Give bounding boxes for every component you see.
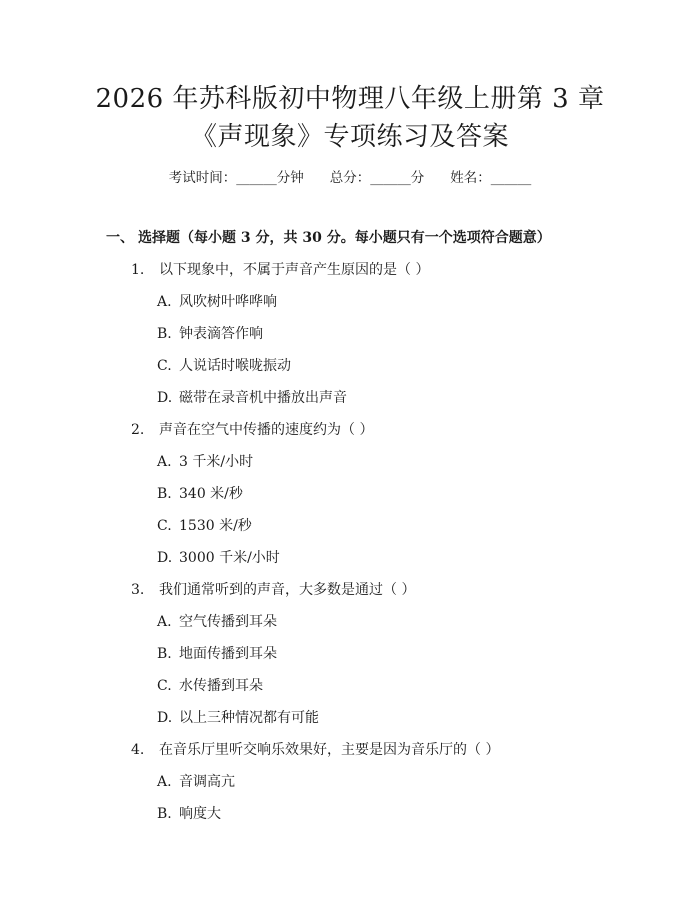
option-label: A. bbox=[157, 294, 172, 310]
question-4-option-a bbox=[157, 772, 235, 792]
section-title: 选择题（每小题 3 分，共 30 分。每小题只有一个选项符合题意） bbox=[138, 230, 551, 246]
option-label: B. bbox=[157, 326, 172, 342]
question-3 bbox=[131, 580, 415, 600]
option-text: 响度大 bbox=[179, 806, 221, 822]
option-text: 1530 米/秒 bbox=[179, 518, 252, 534]
question-text: 在音乐厅里听交响乐效果好，主要是因为音乐厅的（ ） bbox=[159, 742, 500, 758]
section-number: 一、 bbox=[106, 230, 134, 246]
question-1-option-d bbox=[157, 388, 347, 408]
question-3-option-c bbox=[157, 676, 263, 696]
question-number: 4. bbox=[131, 742, 145, 758]
question-number: 2. bbox=[131, 422, 145, 438]
question-3-option-a bbox=[157, 612, 277, 632]
option-label: D. bbox=[157, 550, 173, 566]
option-text: 钟表滴答作响 bbox=[179, 326, 263, 342]
option-text: 地面传播到耳朵 bbox=[179, 646, 277, 662]
exam-time: 考试时间：______分钟 bbox=[168, 170, 304, 186]
option-label: A. bbox=[157, 774, 172, 790]
option-label: B. bbox=[157, 806, 172, 822]
question-2-option-a bbox=[157, 452, 253, 472]
question-1 bbox=[131, 260, 429, 280]
option-label: C. bbox=[157, 518, 172, 534]
question-4 bbox=[131, 740, 499, 760]
question-1-option-b bbox=[157, 324, 263, 344]
option-text: 以上三种情况都有可能 bbox=[179, 710, 319, 726]
section-heading bbox=[106, 228, 551, 248]
question-text: 声音在空气中传播的速度约为（ ） bbox=[159, 422, 374, 438]
question-2 bbox=[131, 420, 373, 440]
option-text: 人说话时喉咙振动 bbox=[179, 358, 291, 374]
question-2-option-d bbox=[157, 548, 280, 568]
question-2-option-b bbox=[157, 484, 243, 504]
option-label: D. bbox=[157, 710, 173, 726]
question-2-option-c bbox=[157, 516, 252, 536]
option-label: C. bbox=[157, 678, 172, 694]
option-label: D. bbox=[157, 390, 173, 406]
option-text: 340 米/秒 bbox=[179, 486, 243, 502]
question-text: 我们通常听到的声音，大多数是通过（ ） bbox=[159, 582, 416, 598]
question-3-option-d bbox=[157, 708, 319, 728]
question-number: 1. bbox=[131, 262, 145, 278]
exam-total-score: 总分：______分 bbox=[329, 170, 425, 186]
option-label: A. bbox=[157, 614, 172, 630]
question-1-option-c bbox=[157, 356, 291, 376]
student-name: 姓名：______ bbox=[450, 170, 532, 186]
option-text: 3 千米/小时 bbox=[179, 454, 254, 470]
option-label: C. bbox=[157, 358, 172, 374]
question-1-option-a bbox=[157, 292, 277, 312]
option-text: 音调高亢 bbox=[179, 774, 235, 790]
option-text: 水传播到耳朵 bbox=[179, 678, 263, 694]
document-title-line-2: 《声现象》专项练习及答案 bbox=[190, 122, 509, 152]
document-title-line-1: 2026 年苏科版初中物理八年级上册第 3 章 bbox=[95, 84, 605, 114]
option-text: 空气传播到耳朵 bbox=[179, 614, 277, 630]
option-label: A. bbox=[157, 454, 172, 470]
exam-info bbox=[0, 168, 700, 188]
question-4-option-b bbox=[157, 804, 221, 824]
option-label: B. bbox=[157, 486, 172, 502]
question-3-option-b bbox=[157, 644, 277, 664]
option-label: B. bbox=[157, 646, 172, 662]
question-text: 以下现象中，不属于声音产生原因的是（ ） bbox=[159, 262, 430, 278]
question-number: 3. bbox=[131, 582, 145, 598]
option-text: 风吹树叶哗哗响 bbox=[179, 294, 277, 310]
option-text: 磁带在录音机中播放出声音 bbox=[179, 390, 347, 406]
option-text: 3000 千米/小时 bbox=[179, 550, 280, 566]
